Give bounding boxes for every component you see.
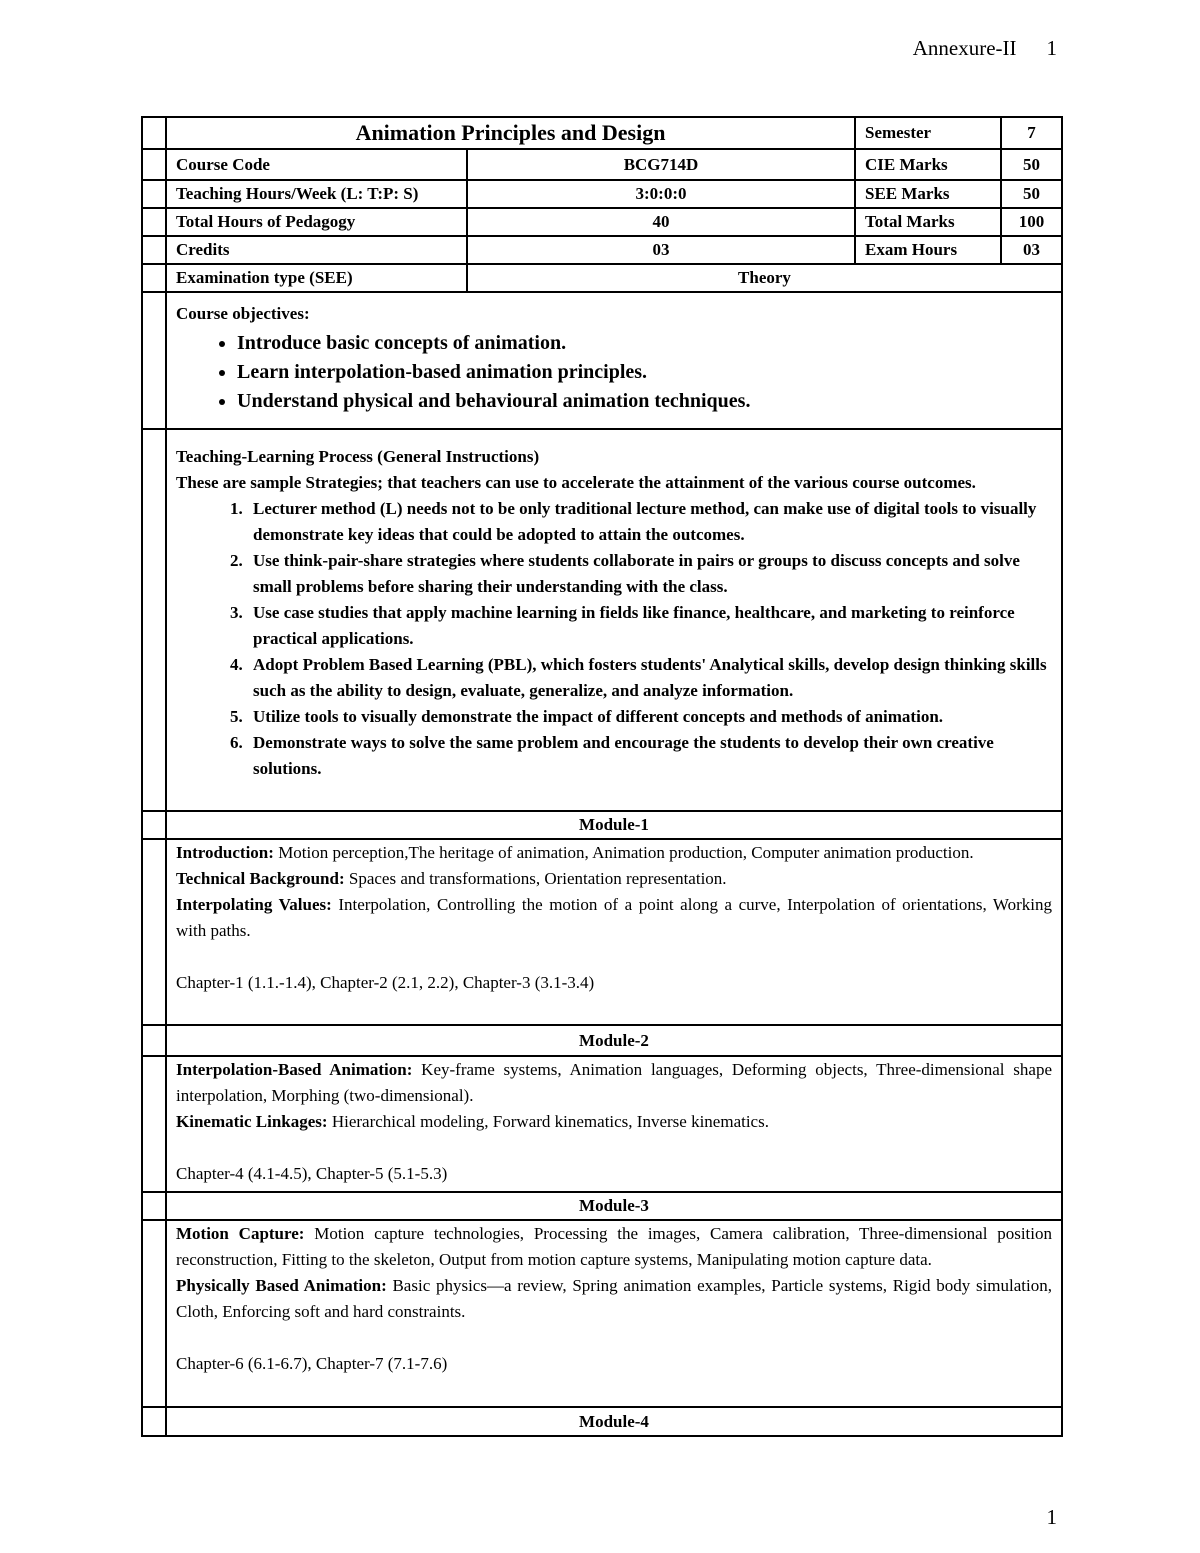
tlp-item: 1. Lecturer method (L) needs not to be only traditional lecture method, can make use of digital tools to visually demonstrate key ideas that could be adopted to attain the outcomes. xyxy=(247,496,1052,548)
objective-item: • Learn interpolation-based animation principles. xyxy=(237,358,1052,387)
exam-type-row xyxy=(142,264,1062,292)
pedagogy-row xyxy=(142,208,1062,236)
teaching-hours-row xyxy=(142,180,1062,208)
see-marks-value: 50 xyxy=(1001,180,1062,208)
module-3-chapters: Chapter-6 (6.1-6.7), Chapter-7 (7.1-7.6) xyxy=(176,1354,448,1373)
tlp-item: 5. Utilize tools to visually demonstrate the impact of different concepts and methods of animation. xyxy=(247,704,1052,730)
tlp-item: 2. Use think-pair-share strategies where students collaborate in pairs or groups to discuss concepts and solve small problems before sharing their understanding with the class. xyxy=(247,548,1052,600)
module-1-technical-background: Technical Background: Spaces and transformations, Orientation representation. xyxy=(176,869,727,888)
semester-value: 7 xyxy=(1001,117,1062,149)
objectives-title: Course objectives: xyxy=(176,304,310,323)
credits-value: 03 xyxy=(467,236,855,264)
module-3-body xyxy=(166,1220,1062,1407)
module-4-header-row xyxy=(142,1407,1062,1436)
module-2-header-row xyxy=(142,1025,1062,1056)
credits-label: Credits xyxy=(166,236,467,264)
course-code-label: Course Code xyxy=(166,149,467,180)
exam-hours-label: Exam Hours xyxy=(855,236,1001,264)
tlp-list xyxy=(176,496,1052,782)
pedagogy-value: 40 xyxy=(467,208,855,236)
course-code-row xyxy=(142,149,1062,180)
objectives-row xyxy=(142,292,1062,429)
module-3-header-row xyxy=(142,1192,1062,1220)
module-2-body-row xyxy=(142,1056,1062,1192)
see-marks-label: SEE Marks xyxy=(855,180,1001,208)
exam-type-value: Theory xyxy=(467,264,1062,292)
objective-item: • Understand physical and behavioural animation techniques. xyxy=(237,387,1052,416)
module-3-motion-capture: Motion Capture: Motion capture technologies, Processing the images, Camera calibration, Three-dimensional position reconstruction, Fitting to the skeleton, Output from motion capture systems, Manipulating motion capture data. xyxy=(176,1224,1052,1269)
module-2-kinematic-linkages: Kinematic Linkages: Hierarchical modeling, Forward kinematics, Inverse kinematics. xyxy=(176,1112,769,1131)
module-2-chapters: Chapter-4 (4.1-4.5), Chapter-5 (5.1-5.3) xyxy=(176,1164,448,1183)
module-2-title: Module-2 xyxy=(166,1025,1062,1056)
module-3-physically-based: Physically Based Animation: Basic physics—a review, Spring animation examples, Particle systems, Rigid body simulation, Cloth, Enforcing soft and hard constraints. xyxy=(176,1276,1052,1321)
course-title: Animation Principles and Design xyxy=(166,117,855,149)
module-3-title: Module-3 xyxy=(166,1192,1062,1220)
module-1-interpolating-values: Interpolating Values: Interpolation, Controlling the motion of a point along a curve, Interpolation of orientations, Working with paths. xyxy=(176,895,1053,940)
course-code-value: BCG714D xyxy=(467,149,855,180)
cie-marks-label: CIE Marks xyxy=(855,149,1001,180)
module-1-body xyxy=(166,839,1062,1025)
tlp-intro: These are sample Strategies; that teachers can use to accelerate the attainment of the various course outcomes. xyxy=(176,473,976,492)
tlp-item: 6. Demonstrate ways to solve the same problem and encourage the students to develop their own creative solutions. xyxy=(247,730,1052,782)
module-1-header-row xyxy=(142,811,1062,839)
syllabus-table xyxy=(141,116,1063,1437)
teaching-hours-label: Teaching Hours/Week (L: T:P: S) xyxy=(166,180,467,208)
module-3-body-row xyxy=(142,1220,1062,1407)
page-footer-number: 1 xyxy=(1046,1505,1057,1529)
objectives-list xyxy=(176,329,1052,416)
exam-type-label: Examination type (SEE) xyxy=(166,264,467,292)
module-2-interpolation-based: Interpolation-Based Animation: Key-frame systems, Animation languages, Deforming objects, Three-dimensional shape interpolation, Morphing (two-dimensional). xyxy=(176,1060,1053,1105)
page-header xyxy=(913,36,1057,61)
tlp-title: Teaching-Learning Process (General Instructions) xyxy=(176,447,540,466)
tlp-row xyxy=(142,429,1062,811)
semester-label: Semester xyxy=(855,117,1001,149)
tlp-cell xyxy=(166,429,1062,811)
total-marks-label: Total Marks xyxy=(855,208,1001,236)
module-2-body xyxy=(166,1056,1062,1192)
teaching-hours-value: 3:0:0:0 xyxy=(467,180,855,208)
objective-item: • Introduce basic concepts of animation. xyxy=(237,329,1052,358)
total-marks-value: 100 xyxy=(1001,208,1062,236)
module-4-title: Module-4 xyxy=(166,1407,1062,1436)
tlp-item: 3. Use case studies that apply machine learning in fields like finance, healthcare, and marketing to reinforce practical applications. xyxy=(247,600,1052,652)
credits-row xyxy=(142,236,1062,264)
module-1-chapters: Chapter-1 (1.1.-1.4), Chapter-2 (2.1, 2.2), Chapter-3 (3.1-3.4) xyxy=(176,973,595,992)
pedagogy-label: Total Hours of Pedagogy xyxy=(166,208,467,236)
objectives-cell xyxy=(166,292,1062,429)
module-1-introduction: Introduction: Motion perception,The heritage of animation, Animation production, Computer animation production. xyxy=(176,843,974,862)
annexure-label: Annexure-II xyxy=(912,36,1017,60)
module-1-title: Module-1 xyxy=(166,811,1062,839)
exam-hours-value: 03 xyxy=(1001,236,1062,264)
tlp-item: 4. Adopt Problem Based Learning (PBL), which fosters students' Analytical skills, develop design thinking skills such as the ability to design, evaluate, generalize, and analyze information. xyxy=(247,652,1052,704)
cie-marks-value: 50 xyxy=(1001,149,1062,180)
header-page-number: 1 xyxy=(1046,36,1057,60)
module-1-body-row xyxy=(142,839,1062,1025)
title-row xyxy=(142,117,1062,149)
